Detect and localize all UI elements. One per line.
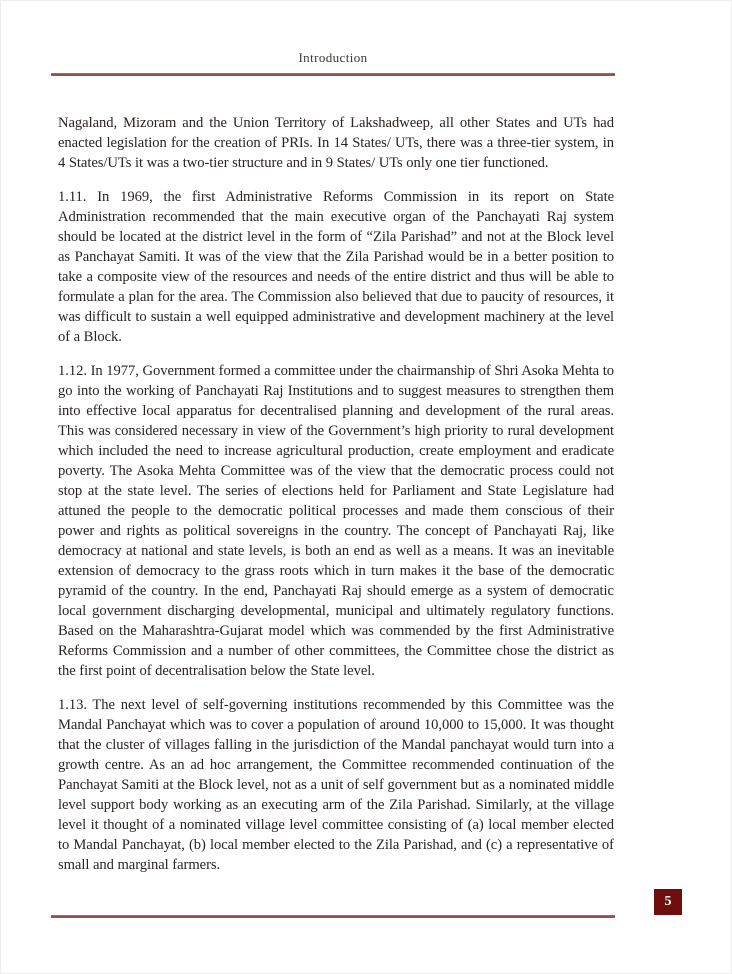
paragraph-1-11: 1.11. In 1969, the first Administrative Reforms Commission in its report on State Administration recommended that the main executive organ of the Panchayati Raj system should be located at the district level in the form of “Zila Parishad” and not at the Block level as Panchayat Samiti. It was of the view that the Zila Parishad would be in a better position to take a composite view of the resources and needs of the entire district and thus will be able to formulate a plan for the area. The Commission also believed that due to paucity of resources, it was difficult to sustain a well equipped administrative and development machinery at the level of a Block. bbox=[58, 189, 614, 345]
paragraph-intro: Nagaland, Mizoram and the Union Territory of Lakshadweep, all other States and UTs had enacted legislation for the creation of PRIs. In 14 States/ UTs, there was a three-tier system, in 4 States/UTs it was a two-tier structure and in 9 States/ UTs only one tier functioned. bbox=[58, 115, 614, 171]
page-body bbox=[58, 113, 614, 889]
page-header-title: Introduction bbox=[298, 50, 368, 65]
paragraph-1-12: 1.12. In 1977, Government formed a committee under the chairmanship of Shri Asoka Mehta to go into the working of Panchayati Raj Institutions and to suggest measures to strengthen them into effective local apparatus for decentralised planning and development of the rural areas. This was considered necessary in view of the Government’s high priority to rural development which included the need to increase agricultural production, create employment and eradicate poverty. The Asoka Mehta Committee was of the view that the democratic process could not stop at the state level. The series of elections held for Parliament and State Legislature had attuned the people to the democratic political processes and made them conscious of their power and rights as political sovereigns in the country. The concept of Panchayati Raj, like democracy at national and state levels, is both an end as well as a means. It was an inevitable extension of democracy to the grass roots which in turn makes it the base of the democratic pyramid of the country. In the end, Panchayati Raj should emerge as a system of democratic local government discharging developmental, municipal and ultimately regulatory functions. Based on the Maharashtra-Gujarat model which was commended by the first Administrative Reforms Commission and a number of other committees, the Committee chose the district as the first point of decentralisation below the State level. bbox=[58, 363, 614, 679]
page-number: 5 bbox=[664, 894, 672, 909]
footer-rule bbox=[51, 915, 615, 918]
page-number-badge bbox=[654, 889, 682, 915]
header-rule bbox=[51, 73, 615, 76]
paragraph-1-13: 1.13. The next level of self-governing institutions recommended by this Committee was the Mandal Panchayat which was to cover a population of around 10,000 to 15,000. It was thought that the cluster of villages falling in the jurisdiction of the Mandal panchayat would turn into a growth centre. As an ad hoc arrangement, the Committee recommended continuation of the Panchayat Samiti at the Block level, not as a unit of self government but as a nominated middle level support body working as an executing arm of the Zila Parishad. Similarly, at the village level it thought of a nominated village level committee consisting of (a) local member elected to Mandal Panchayat, (b) local member elected to the Zila Parishad, and (c) a representative of small and marginal farmers. bbox=[58, 697, 614, 873]
